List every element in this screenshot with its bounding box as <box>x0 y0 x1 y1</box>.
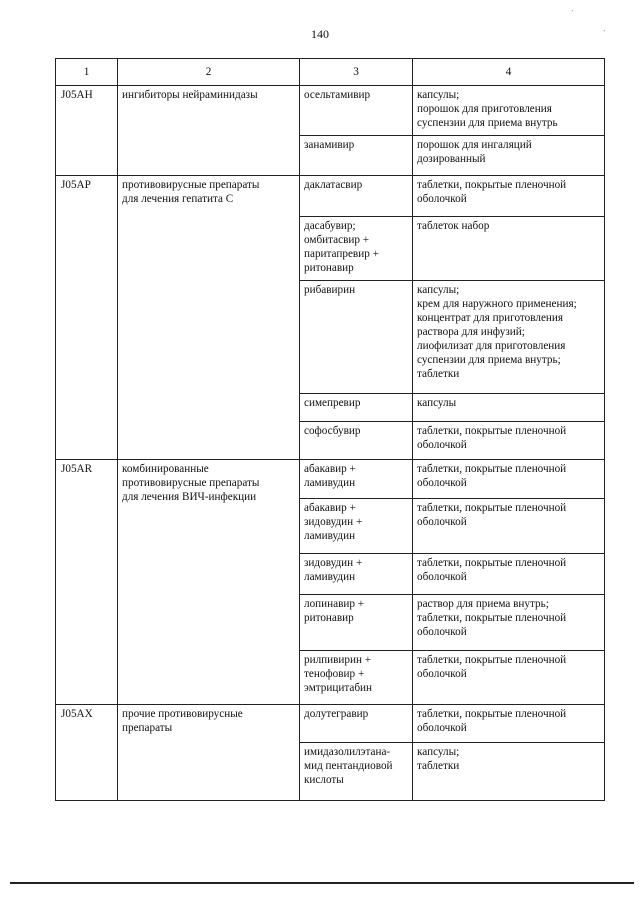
drug-name-line: ламивудин <box>304 530 356 542</box>
dosage-form-line: оболочкой <box>417 193 467 205</box>
drug-name-line: дасабувир; <box>304 220 356 232</box>
dosage-form-line: оболочкой <box>417 668 467 680</box>
group-name-line: препараты <box>122 722 173 734</box>
drug-name-cell <box>300 743 413 801</box>
group-name-line: прочие противовирусные <box>122 708 243 720</box>
group-name-line: для лечения гепатита C <box>122 193 234 205</box>
dosage-form-cell <box>413 705 605 743</box>
dosage-form-line: таблетки, покрытые пленочной <box>417 179 567 191</box>
dosage-form-cell <box>413 394 605 422</box>
drug-name-cell <box>300 460 413 499</box>
table-row <box>56 460 605 499</box>
scan-speck: ˊ <box>603 29 606 38</box>
drug-name-line: кислоты <box>304 774 344 786</box>
drug-name-line: эмтрицитабин <box>304 682 373 694</box>
dosage-form-cell <box>413 743 605 801</box>
drug-name-line: рибавирин <box>304 284 356 296</box>
header-col-1: 1 <box>56 59 118 86</box>
drug-name-line: зидовудин + <box>304 557 363 569</box>
drug-name-line: даклатасвир <box>304 179 363 191</box>
dosage-form-line: таблетки, покрытые пленочной <box>417 463 567 475</box>
header-col-2: 2 <box>118 59 300 86</box>
dosage-form-cell <box>413 281 605 394</box>
group-name-cell <box>118 460 300 705</box>
dosage-form-cell <box>413 554 605 595</box>
dosage-form-line: таблетки, покрытые пленочной <box>417 654 567 666</box>
drug-name-line: ритонавир <box>304 262 354 274</box>
dosage-form-line: таблетки <box>417 760 460 772</box>
drug-name-cell <box>300 136 413 176</box>
dosage-form-cell <box>413 217 605 281</box>
dosage-form-line: порошок для ингаляций <box>417 139 532 151</box>
group-name-line: противовирусные препараты <box>122 477 260 489</box>
drug-name-line: лопинавир + <box>304 598 365 610</box>
page-number: 140 <box>311 27 329 41</box>
drug-name-line: симепревир <box>304 397 361 409</box>
atc-code-cell: J05AX <box>56 705 118 801</box>
group-name-line: комбинированные <box>122 463 209 475</box>
drug-name-cell <box>300 595 413 651</box>
dosage-form-line: таблетки <box>417 368 460 380</box>
dosage-form-cell <box>413 460 605 499</box>
dosage-form-cell <box>413 595 605 651</box>
dosage-form-line: оболочкой <box>417 722 467 734</box>
drug-name-line: ламивудин <box>304 477 356 489</box>
drug-name-line: тенофовир + <box>304 668 365 680</box>
dosage-form-line: лиофилизат для приготовления <box>417 340 566 352</box>
table-row <box>56 176 605 217</box>
drug-name-cell <box>300 499 413 554</box>
dosage-form-line: оболочкой <box>417 477 467 489</box>
dosage-form-line: таблетки, покрытые пленочной <box>417 708 567 720</box>
drug-name-cell <box>300 217 413 281</box>
dosage-form-line: таблеток набор <box>417 220 490 232</box>
table-body <box>56 86 605 801</box>
dosage-form-line: суспензии для приема внутрь; <box>417 354 561 366</box>
bottom-rule <box>10 882 634 884</box>
dosage-form-line: оболочкой <box>417 439 467 451</box>
drug-name-cell <box>300 281 413 394</box>
group-name-cell <box>118 176 300 460</box>
dosage-form-line: таблетки, покрытые пленочной <box>417 425 567 437</box>
dosage-form-line: таблетки, покрытые пленочной <box>417 557 567 569</box>
drug-name-line: абакавир + <box>304 463 356 475</box>
dosage-form-line: капсулы; <box>417 89 460 101</box>
drug-name-cell <box>300 394 413 422</box>
dosage-form-cell <box>413 651 605 705</box>
drug-name-line: зидовудин + <box>304 516 363 528</box>
dosage-form-line: крем для наружного применения; <box>417 298 577 310</box>
atc-code-cell: J05AH <box>56 86 118 176</box>
drug-name-cell <box>300 176 413 217</box>
dosage-form-line: дозированный <box>417 153 486 165</box>
dosage-form-line: оболочкой <box>417 626 467 638</box>
group-name-line: противовирусные препараты <box>122 179 260 191</box>
dosage-form-line: таблетки, покрытые пленочной <box>417 612 567 624</box>
group-name-cell <box>118 705 300 801</box>
drug-name-line: ритонавир <box>304 612 354 624</box>
dosage-form-cell <box>413 499 605 554</box>
drug-name-line: ламивудин <box>304 571 356 583</box>
atc-code-cell: J05AR <box>56 460 118 705</box>
dosage-form-line: раствор для приема внутрь; <box>417 598 549 610</box>
drug-name-line: омбитасвир + <box>304 234 370 246</box>
dosage-form-line: оболочкой <box>417 571 467 583</box>
dosage-form-line: концентрат для приготовления <box>417 312 564 324</box>
drug-name-line: софосбувир <box>304 425 361 437</box>
header-col-4: 4 <box>413 59 605 86</box>
drug-name-cell <box>300 86 413 136</box>
dosage-form-line: оболочкой <box>417 516 467 528</box>
dosage-form-cell <box>413 422 605 460</box>
drug-name-line: имидазолилэтана- <box>304 746 391 758</box>
drug-name-line: долутегравир <box>304 708 369 720</box>
table-row <box>56 86 605 136</box>
dosage-form-line: раствора для инфузий; <box>417 326 525 338</box>
drug-name-cell <box>300 422 413 460</box>
drug-name-line: занамивир <box>304 139 355 151</box>
drug-name-line: мид пентандиовой <box>304 760 393 772</box>
group-name-line: для лечения ВИЧ-инфекции <box>122 491 257 503</box>
dosage-form-line: таблетки, покрытые пленочной <box>417 502 567 514</box>
dosage-form-line: капсулы; <box>417 284 460 296</box>
drug-name-cell <box>300 705 413 743</box>
header-col-3: 3 <box>300 59 413 86</box>
header-row <box>56 59 605 86</box>
dosage-form-cell <box>413 136 605 176</box>
dosage-form-line: порошок для приготовления <box>417 103 552 115</box>
dosage-form-line: капсулы <box>417 397 457 409</box>
drug-name-cell <box>300 554 413 595</box>
drug-name-cell <box>300 651 413 705</box>
table-row <box>56 705 605 743</box>
drug-name-line: рилпивирин + <box>304 654 372 666</box>
group-name-line: ингибиторы нейраминидазы <box>122 89 258 101</box>
dosage-form-line: капсулы; <box>417 746 460 758</box>
dosage-form-line: суспензии для приема внутрь <box>417 117 558 129</box>
dosage-form-cell <box>413 86 605 136</box>
group-name-cell <box>118 86 300 176</box>
dosage-form-cell <box>413 176 605 217</box>
drug-name-line: осельтамивир <box>304 89 371 101</box>
drug-name-line: абакавир + <box>304 502 356 514</box>
drug-table <box>55 58 605 801</box>
atc-code-cell: J05AP <box>56 176 118 460</box>
drug-name-line: паритапревир + <box>304 248 379 260</box>
scan-speck: ˊ <box>571 9 574 18</box>
